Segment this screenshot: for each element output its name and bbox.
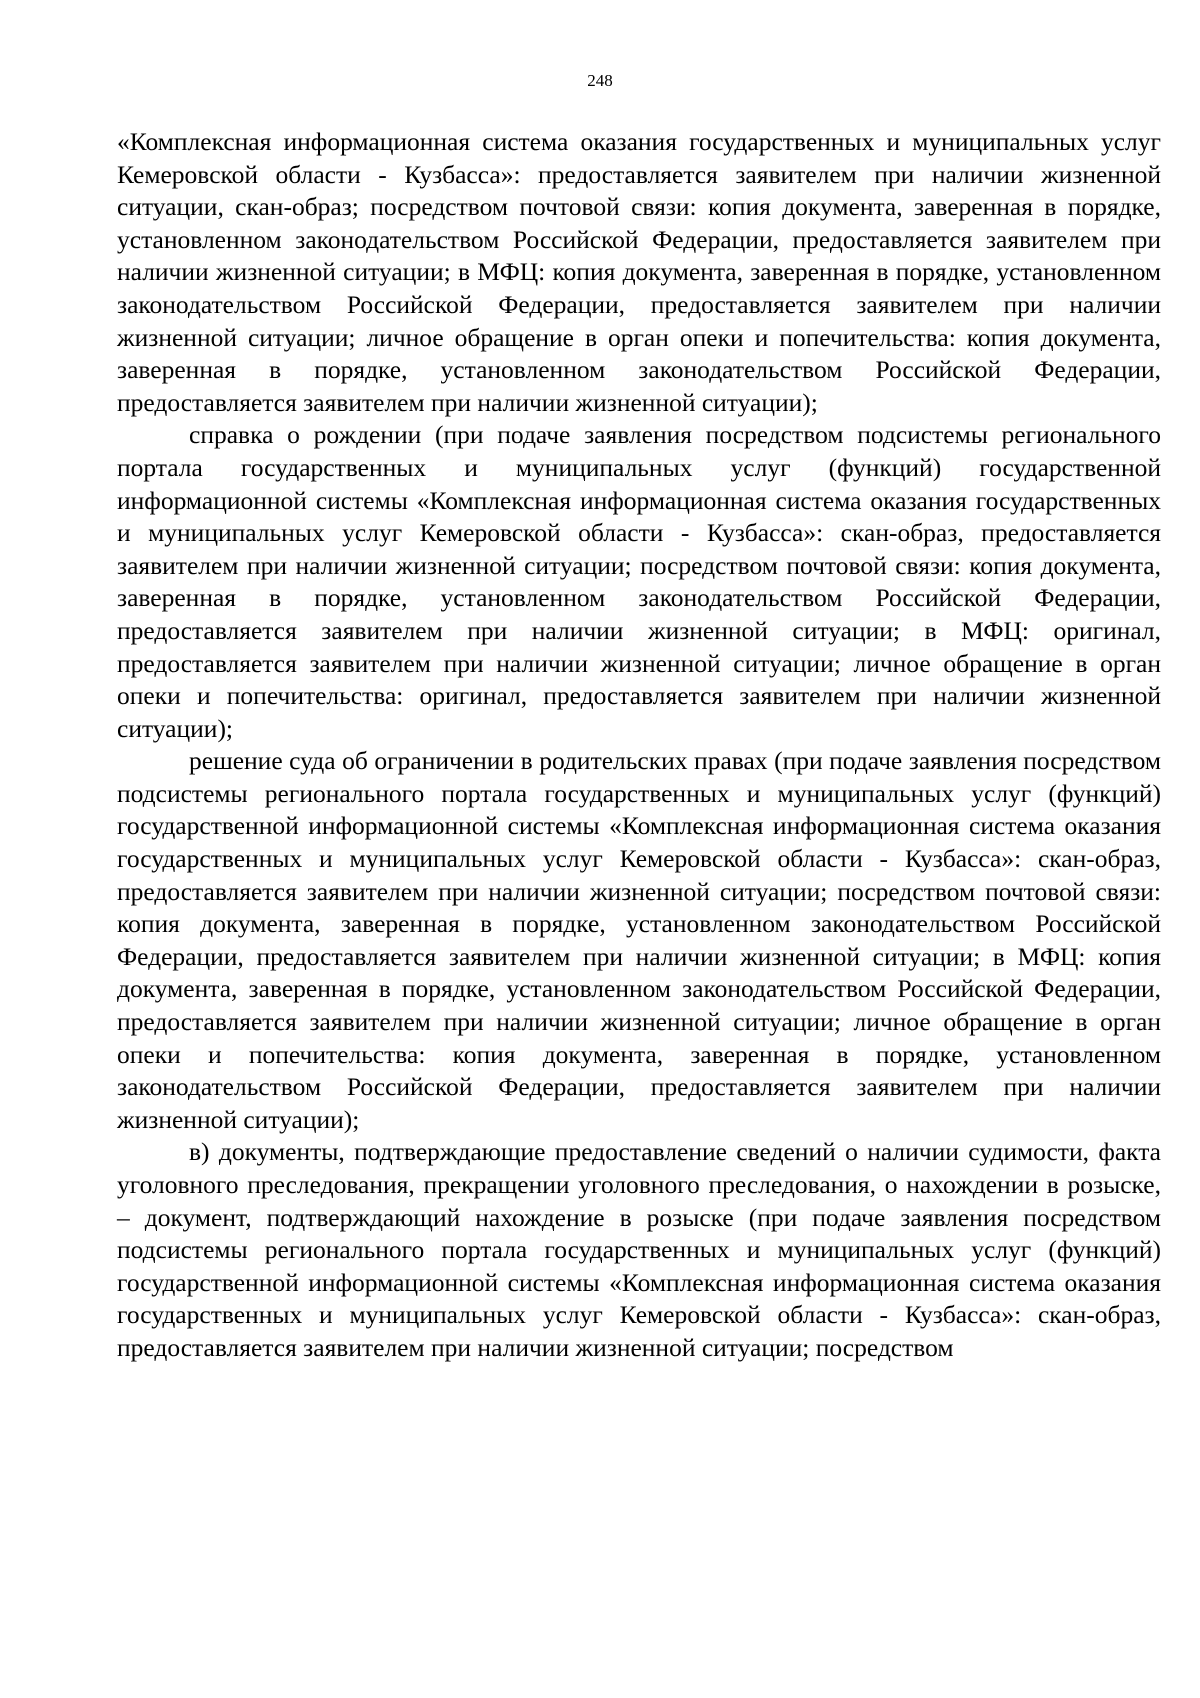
paragraph-criminal-record-documents: в) документы, подтверждающие предоставление сведений о наличии судимости, факта уголовного преследования, прекращении уголовного преследования, о нахождении в розыске, – документ, подтверждающий нахождение в розыске (при подаче заявления посредством подсистемы регионального портала государственных и муниципальных услуг (функций) государственной информационной системы «Комплексная информационная система оказания государственных и муниципальных услуг Кемеровской области - Кузбасса»: скан-образ, предоставляется заявителем при наличии жизненной ситуации; посредством: [117, 1137, 1161, 1362]
page-number: 248: [587, 71, 613, 90]
paragraph-continuation: «Комплексная информационная система оказания государственных и муниципальных услуг Кемеровской области - Кузбасса»: предоставляется заявителем при наличии жизненной ситуации, скан-образ; посредством почтовой связи: копия документа, заверенная в порядке, установленном законодательством Российской Федерации, предоставляется заявителем при наличии жизненной ситуации; в МФЦ: копия документа, заверенная в порядке, установленном законодательством Российской Федерации, предоставляется заявителем при наличии жизненной ситуации; личное обращение в орган опеки и попечительства: копия документа, заверенная в порядке, установленном законодательством Российской Федерации, предоставляется заявителем при наличии жизненной ситуации);: [117, 127, 1161, 417]
paragraph-court-decision: решение суда об ограничении в родительских правах (при подаче заявления посредством подсистемы регионального портала государственных и муниципальных услуг (функций) государственной информационной системы «Комплексная информационная система оказания государственных и муниципальных услуг Кемеровской области - Кузбасса»: скан-образ, предоставляется заявителем при наличии жизненной ситуации; посредством почтовой связи: копия документа, заверенная в порядке, установленном законодательством Российской Федерации, предоставляется заявителем при наличии жизненной ситуации; в МФЦ: копия документа, заверенная в порядке, установленном законодательством Российской Федерации, предоставляется заявителем при наличии жизненной ситуации; личное обращение в орган опеки и попечительства: копия документа, заверенная в порядке, установленном законодательством Российской Федерации, предоставляется заявителем при наличии жизненной ситуации);: [117, 746, 1161, 1134]
document-body: [117, 126, 1161, 1365]
paragraph-birth-certificate: справка о рождении (при подаче заявления посредством подсистемы регионального портала государственных и муниципальных услуг (функций) государственной информационной системы «Комплексная информационная система оказания государственных и муниципальных услуг Кемеровской области - Кузбасса»: скан-образ, предоставляется заявителем при наличии жизненной ситуации; посредством почтовой связи: копия документа, заверенная в порядке, установленном законодательством Российской Федерации, предоставляется заявителем при наличии жизненной ситуации; в МФЦ: оригинал, предоставляется заявителем при наличии жизненной ситуации; личное обращение в орган опеки и попечительства: оригинал, предоставляется заявителем при наличии жизненной ситуации);: [117, 420, 1161, 743]
